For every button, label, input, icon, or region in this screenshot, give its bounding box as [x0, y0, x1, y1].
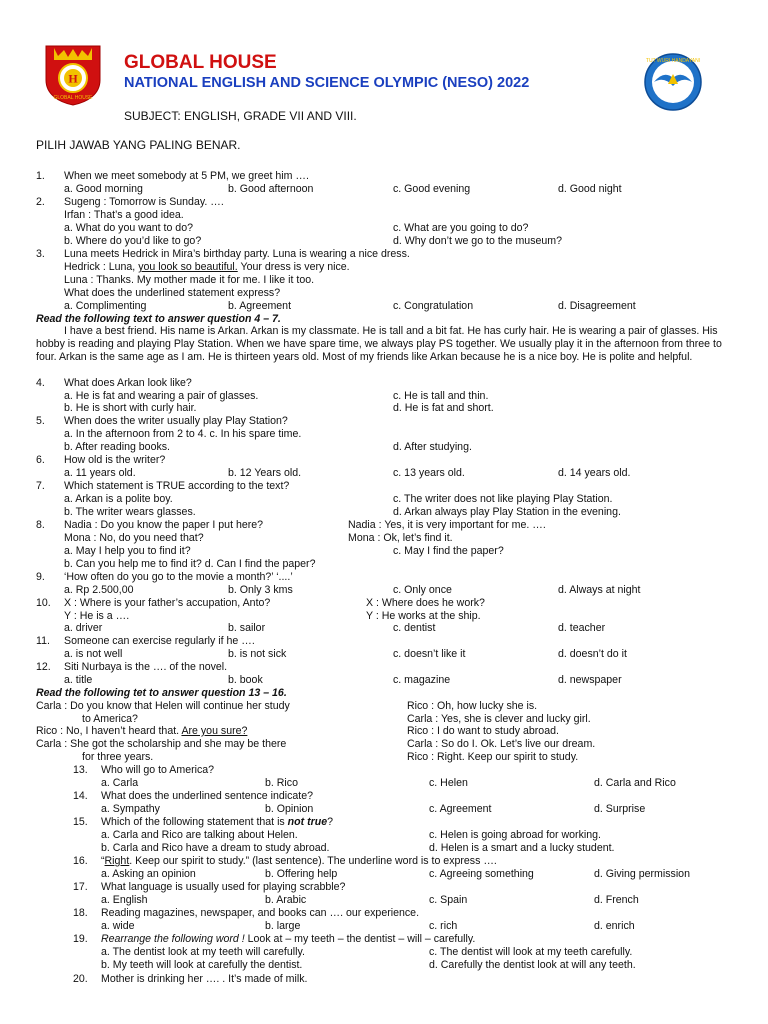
question-number: 8. — [36, 519, 45, 531]
question-18 — [0, 907, 768, 920]
dialogue-line: Irfan : That’s a good idea. — [64, 209, 184, 221]
logo-ring-text-right: TUT WURI HANDAYANI — [645, 58, 701, 64]
question-number: 4. — [36, 377, 45, 389]
question-9 — [0, 571, 768, 584]
question-10 — [0, 597, 768, 610]
option-a: a. Good morning — [64, 183, 143, 195]
question-text: What language is usually used for playing scrabble? — [101, 881, 346, 893]
option-a: a. Carla and Rico are talking about Helen. — [101, 829, 298, 841]
dialogue-row — [0, 274, 768, 287]
option-b: b. is not sick — [228, 648, 287, 660]
question-number: 16. — [73, 855, 88, 867]
dialogue-line: Y : He is a …. — [64, 610, 130, 622]
question-number: 11. — [36, 635, 50, 647]
option-b: b. Opinion — [265, 803, 314, 815]
question-text: Who will go to America? — [101, 764, 215, 776]
dialogue-line: Rico : I do want to study abroad. — [407, 725, 559, 737]
option-a: a. is not well — [64, 648, 123, 660]
dialogue-line: to America? — [82, 713, 138, 725]
reading-instruction — [0, 687, 768, 700]
question-19 — [0, 933, 768, 946]
option-a: a. Sympathy — [101, 803, 160, 815]
option-c: c. 13 years old. — [393, 467, 465, 479]
option-d: d. Why don’t we go to the museum? — [393, 235, 562, 247]
question-number: 3. — [36, 248, 45, 260]
tut-wuri-handayani-logo — [640, 52, 706, 112]
options-row — [0, 441, 768, 454]
option-c: c. May I find the paper? — [393, 545, 504, 557]
options-row — [0, 545, 768, 558]
options-row — [0, 402, 768, 415]
options-row — [0, 584, 768, 597]
option-c: c. Helen — [429, 777, 468, 789]
question-number: 10. — [36, 597, 51, 609]
option-c: c. doesn’t like it — [393, 648, 466, 660]
dialogue-line: Hedrick : Luna, you look so beautiful. Your dress is very nice. — [64, 261, 350, 273]
option-c: c. The dentist will look at my teeth carefully. — [429, 946, 633, 958]
question-number: 5. — [36, 415, 45, 427]
option-d: d. He is fat and short. — [393, 402, 494, 414]
option-b: b. Rico — [265, 777, 298, 789]
option-d: d. newspaper — [558, 674, 622, 686]
options-row — [0, 222, 768, 235]
option-c: c. He is tall and thin. — [393, 390, 489, 402]
dialogue-line: Rico : Right. Keep our spirit to study. — [407, 751, 579, 763]
option-b: b. He is short with curly hair. — [64, 402, 197, 414]
question-1 — [0, 170, 768, 183]
options-row — [0, 829, 768, 842]
options-row — [0, 868, 768, 881]
question-17 — [0, 881, 768, 894]
dialogue-line: Mona : No, do you need that? — [64, 532, 204, 544]
dialogue-line: Y : He works at the ship. — [366, 610, 481, 622]
option-b: b. Carla and Rico have a dream to study abroad. — [101, 842, 330, 854]
dialogue-row — [0, 700, 768, 713]
option-b: b. My teeth will look at carefully the dentist. — [101, 959, 303, 971]
dialogue-line: Rico : Oh, how lucky she is. — [407, 700, 538, 712]
underlined-sentence: Are you sure? — [181, 725, 248, 737]
option-c: c. Congratulation — [393, 300, 474, 312]
options-row — [0, 894, 768, 907]
reading-title: Read the following text to answer question 4 – 7. — [36, 313, 281, 325]
global-house-logo — [44, 44, 102, 106]
question-20 — [0, 973, 768, 986]
option-a: a. Rp 2.500,00 — [64, 584, 134, 596]
question-text: Reading magazines, newspaper, and books can …. our experience. — [101, 907, 420, 919]
question-3 — [0, 248, 768, 261]
options-row — [0, 777, 768, 790]
underlined-word: Right — [104, 855, 130, 867]
option-d: d. Carefully the dentist look at will any teeth. — [429, 959, 636, 971]
logo-ring-text: GLOBAL HOUSE — [53, 95, 93, 101]
question-5 — [0, 415, 768, 428]
question-row — [0, 287, 768, 300]
option-c: c. dentist — [393, 622, 436, 634]
option-a: a. English — [101, 894, 148, 906]
option-c: c. Agreement — [429, 803, 492, 815]
question-2 — [0, 196, 768, 209]
options-row — [0, 235, 768, 248]
option-d: d. Carla and Rico — [594, 777, 676, 789]
question-number: 1. — [36, 170, 45, 182]
option-b: b. Good afternoon — [228, 183, 314, 195]
option-b: b. Offering help — [265, 868, 338, 880]
option-b: b. Where do you’d like to go? — [64, 235, 202, 247]
option-c: c. Agreeing something — [429, 868, 534, 880]
question-text: Someone can exercise regularly if he …. — [64, 635, 255, 647]
option-a: a. Arkan is a polite boy. — [64, 493, 173, 505]
option-b: b. Only 3 kms — [228, 584, 293, 596]
option-d: d. French — [594, 894, 639, 906]
option-d: d. Good night — [558, 183, 622, 195]
question-text: What does the underlined statement express? — [64, 287, 281, 299]
question-number: 20. — [73, 973, 88, 985]
dialogue-row — [0, 751, 768, 764]
option-c: c. Good evening — [393, 183, 471, 195]
question-text: Which statement is TRUE according to the text? — [64, 480, 290, 492]
options-row — [0, 558, 768, 571]
question-number: 17. — [73, 881, 88, 893]
question-11 — [0, 635, 768, 648]
dialogue-line: Luna : Thanks. My mother made it for me. I like it too. — [64, 274, 315, 286]
option-b: b. book — [228, 674, 263, 686]
question-number: 18. — [73, 907, 88, 919]
options-row — [0, 467, 768, 480]
dialogue-row — [0, 738, 768, 751]
option-b-d: b. Can you help me to find it? d. Can I find the paper? — [64, 558, 316, 570]
question-text: What does the underlined sentence indicate? — [101, 790, 314, 802]
dialogue-line: X : Where does he work? — [366, 597, 485, 609]
question-number: 12. — [36, 661, 51, 673]
dialogue-line: Carla : She got the scholarship and she may be there — [36, 738, 287, 750]
dialogue-row — [0, 209, 768, 222]
option-d: d. 14 years old. — [558, 467, 631, 479]
option-c: c. Helen is going abroad for working. — [429, 829, 601, 841]
option-c: c. The writer does not like playing Play Station. — [393, 493, 613, 505]
question-text: “Right. Keep our spirit to study.” (last sentence). The underline word is to express …. — [101, 855, 497, 867]
options-row — [0, 803, 768, 816]
dialogue-line: Carla : Do you know that Helen will continue her study — [36, 700, 290, 712]
question-text: Mother is drinking her …. . It’s made of milk. — [101, 973, 308, 985]
options-row — [0, 493, 768, 506]
question-number: 13. — [73, 764, 88, 776]
question-text: Siti Nurbaya is the …. of the novel. — [64, 661, 228, 673]
option-d: d. After studying. — [393, 441, 472, 453]
option-d: d. Helen is a smart and a lucky student. — [429, 842, 615, 854]
options-row — [0, 183, 768, 196]
question-text: What does Arkan look like? — [64, 377, 192, 389]
question-14 — [0, 790, 768, 803]
option-a: a. The dentist look at my teeth will carefully. — [101, 946, 305, 958]
option-b: b. large — [265, 920, 301, 932]
dialogue-line: Mona : Ok, let’s find it. — [348, 532, 453, 544]
option-b: b. 12 Years old. — [228, 467, 302, 479]
dialogue-line: Nadia : Yes, it is very important for me. …. — [348, 519, 546, 531]
option-c: c. rich — [429, 920, 458, 932]
question-16 — [0, 855, 768, 868]
dialogue-line: Rico : No, I haven’t heard that. Are you sure? — [36, 725, 248, 737]
option-c: c. Only once — [393, 584, 452, 596]
question-text: Which of the following statement that is not true? — [101, 816, 334, 828]
option-d: d. doesn’t do it — [558, 648, 627, 660]
options-row — [0, 428, 768, 441]
question-text: How old is the writer? — [64, 454, 166, 466]
option-d: d. enrich — [594, 920, 635, 932]
event-title: NATIONAL ENGLISH AND SCIENCE OLYMPIC (NESO) 2022 — [124, 75, 530, 91]
question-number: 14. — [73, 790, 88, 802]
dialogue-row — [0, 261, 768, 274]
option-a: a. Carla — [101, 777, 139, 789]
option-a: a. What do you want to do? — [64, 222, 193, 234]
question-number: 15. — [73, 816, 88, 828]
option-a: a. driver — [64, 622, 103, 634]
question-4 — [0, 377, 768, 390]
dialogue-line: Carla : So do I. Ok. Let’s live our dream. — [407, 738, 596, 750]
option-d: d. Giving permission — [594, 868, 690, 880]
option-b: b. Arabic — [265, 894, 307, 906]
option-a: a. He is fat and wearing a pair of glasses. — [64, 390, 259, 402]
question-8 — [0, 519, 768, 532]
option-d: d. Always at night — [558, 584, 641, 596]
question-15 — [0, 816, 768, 829]
options-row — [0, 842, 768, 855]
logo-letter: H — [68, 71, 78, 86]
option-d: d. teacher — [558, 622, 606, 634]
option-a: a. May I help you to find it? — [64, 545, 191, 557]
option-b: b. The writer wears glasses. — [64, 506, 196, 518]
option-d: d. Disagreement — [558, 300, 636, 312]
option-d: d. Arkan always play Play Station in the evening. — [393, 506, 621, 518]
option-b: b. Agreement — [228, 300, 292, 312]
dialogue-line: Sugeng : Tomorrow is Sunday. …. — [64, 196, 224, 208]
question-13 — [0, 764, 768, 777]
options-row — [0, 300, 768, 313]
instruction: PILIH JAWAB YANG PALING BENAR. — [36, 138, 241, 152]
question-text: Rearrange the following word ! Look at – my teeth – the dentist – will – carefully. — [101, 933, 476, 945]
subject-line: SUBJECT: ENGLISH, GRADE VII AND VIII. — [124, 109, 357, 123]
question-number: 2. — [36, 196, 45, 208]
question-text: When we meet somebody at 5 PM, we greet him …. — [64, 170, 309, 182]
question-text: ‘How often do you go to the movie a month?’ ‘....’ — [64, 571, 293, 583]
options-row — [0, 959, 768, 972]
question-text: When does the writer usually play Play Station? — [64, 415, 288, 427]
dialogue-line: Carla : Yes, she is clever and lucky girl. — [407, 713, 591, 725]
option-a: a. 11 years old. — [64, 467, 136, 479]
option-c: c. magazine — [393, 674, 451, 686]
reading-title: Read the following tet to answer question 13 – 16. — [36, 687, 287, 699]
option-a: a. Complimenting — [64, 300, 147, 312]
question-text: Luna meets Hedrick in Mira’s birthday party. Luna is wearing a nice dress. — [64, 248, 410, 260]
options-row — [0, 622, 768, 635]
option-c: c. Spain — [429, 894, 468, 906]
option-b: b. sailor — [228, 622, 266, 634]
option-b: b. After reading books. — [64, 441, 171, 453]
reading-passage: I have a best friend. His name is Arkan. Arkan is my classmate. He is tall and a bit fat. He has curly hair. He is wearing a pair of glasses. His hobby is reading and playing Play Station. When we have spare time, we always play PS together. We usually play it in the afternoon from three to four. Arkan is the same age as I am. He is thirteen years old. Most of my friends like Arkan because he is a nice boy. He is polite and helpful. — [36, 325, 722, 363]
options-row — [0, 946, 768, 959]
underlined-statement: you look so beautiful. — [138, 261, 238, 273]
options-row — [0, 674, 768, 687]
option-d: d. Surprise — [594, 803, 646, 815]
options-row — [0, 506, 768, 519]
dialogue-row — [0, 725, 768, 738]
options-row — [0, 920, 768, 933]
emphasis-not-true: not true — [287, 816, 328, 828]
option-a: a. wide — [101, 920, 135, 932]
dialogue-line: for three years. — [82, 751, 154, 763]
question-number: 9. — [36, 571, 45, 583]
dialogue-row — [0, 532, 768, 545]
dialogue-line: Nadia : Do you know the paper I put here? — [64, 519, 264, 531]
option-a: a. Asking an opinion — [101, 868, 196, 880]
options-row — [0, 648, 768, 661]
option-a-c: a. In the afternoon from 2 to 4. c. In his spare time. — [64, 428, 302, 440]
school-title: GLOBAL HOUSE — [124, 52, 277, 73]
question-number: 6. — [36, 454, 45, 466]
question-7 — [0, 480, 768, 493]
question-12 — [0, 661, 768, 674]
question-number: 7. — [36, 480, 45, 492]
option-c: c. What are you going to do? — [393, 222, 529, 234]
question-6 — [0, 454, 768, 467]
option-a: a. title — [64, 674, 93, 686]
dialogue-line: X : Where is your father’s accupation, Anto? — [64, 597, 271, 609]
question-number: 19. — [73, 933, 88, 945]
